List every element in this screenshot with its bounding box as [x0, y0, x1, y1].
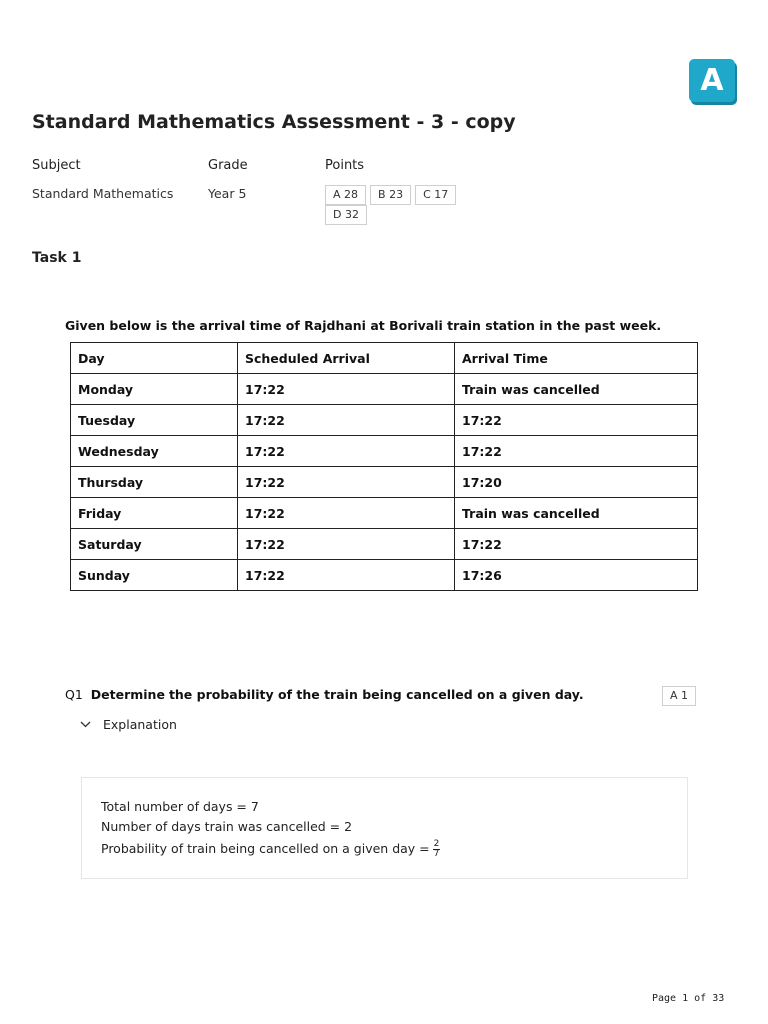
solution-line: Total number of days = 7 [101, 799, 259, 814]
explanation-label: Explanation [103, 717, 177, 732]
arrival-table [70, 342, 698, 591]
table-cell: 17:22 [238, 529, 455, 560]
page-number: Page 1 of 33 [652, 993, 725, 1004]
points-badge: A 28 [325, 185, 366, 205]
table-header-cell: Arrival Time [455, 343, 698, 374]
subject-value: Standard Mathematics [32, 186, 174, 201]
table-cell: 17:22 [238, 467, 455, 498]
table-cell: Sunday [71, 560, 238, 591]
points-badge: B 23 [370, 185, 411, 205]
fraction-numerator: 2 [433, 839, 440, 849]
table-cell: Monday [71, 374, 238, 405]
table-header-row [71, 343, 698, 374]
table-header-cell: Scheduled Arrival [238, 343, 455, 374]
table-cell: 17:26 [455, 560, 698, 591]
table-row [71, 498, 698, 529]
points-badge: C 17 [415, 185, 456, 205]
fraction [433, 840, 441, 859]
table-row [71, 529, 698, 560]
question-intro: Given below is the arrival time of Rajdhani at Borivali train station in the past week. [65, 318, 662, 333]
question-1 [65, 687, 584, 702]
table-cell: 17:22 [238, 560, 455, 591]
logo-letter: A [700, 62, 724, 98]
table-cell: Train was cancelled [455, 498, 698, 529]
table-row [71, 436, 698, 467]
brand-logo [689, 59, 735, 102]
fraction-denominator: 7 [433, 849, 440, 859]
table-cell: Tuesday [71, 405, 238, 436]
page-title: Standard Mathematics Assessment - 3 - copy [32, 111, 516, 133]
grade-value: Year 5 [208, 186, 247, 201]
table-cell: 17:22 [238, 405, 455, 436]
chevron-down-icon [80, 721, 91, 728]
table-cell: 17:22 [238, 374, 455, 405]
table-cell: 17:22 [238, 436, 455, 467]
table-row [71, 560, 698, 591]
points-badges [325, 185, 475, 225]
subject-label: Subject [32, 158, 81, 173]
solution-line: Probability of train being cancelled on a given day = [101, 841, 430, 856]
solution-line-probability [101, 839, 687, 859]
table-cell: Thursday [71, 467, 238, 498]
points-badge: D 32 [325, 205, 367, 225]
table-row [71, 467, 698, 498]
command-word: Determine [90, 687, 165, 702]
table-cell: Wednesday [71, 436, 238, 467]
table-cell: Train was cancelled [455, 374, 698, 405]
table-cell: 17:22 [455, 436, 698, 467]
grade-label: Grade [208, 158, 248, 173]
table-cell: Saturday [71, 529, 238, 560]
table-row [71, 374, 698, 405]
points-label: Points [325, 158, 365, 173]
solution-line: Number of days train was cancelled = 2 [101, 819, 353, 834]
question-number: Q1 [65, 687, 83, 702]
table-cell: 17:22 [455, 405, 698, 436]
table-cell: 17:20 [455, 467, 698, 498]
mark-badge: A 1 [662, 686, 696, 706]
table-cell: 17:22 [455, 529, 698, 560]
explanation-panel [81, 777, 688, 879]
question-text: the probability of the train being cancelled on a given day. [168, 687, 584, 702]
task-heading: Task 1 [32, 250, 82, 266]
table-cell: 17:22 [238, 498, 455, 529]
table-cell: Friday [71, 498, 238, 529]
explanation-toggle[interactable] [80, 717, 177, 732]
table-row [71, 405, 698, 436]
table-header-cell: Day [71, 343, 238, 374]
